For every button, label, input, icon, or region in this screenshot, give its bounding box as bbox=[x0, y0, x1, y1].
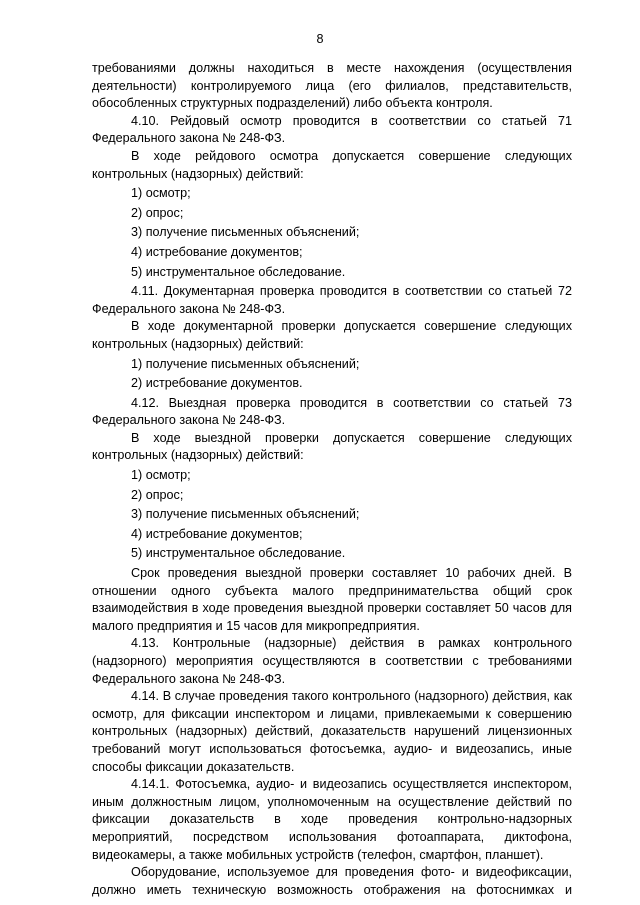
paragraph-4-10: 4.10. Рейдовый осмотр проводится в соответствии со статьей 71 Федерального закона № 248-ФЗ. bbox=[92, 113, 572, 146]
list-item: 1) осмотр; bbox=[131, 186, 191, 201]
list-item: 5) инструментальное обследование. bbox=[131, 546, 346, 561]
list-item: 5) инструментальное обследование. bbox=[131, 264, 346, 279]
paragraph: Оборудование, используемое для проведения фото- и видеофиксации, должно иметь техническую возможность отображения на фотоснимках и bbox=[92, 865, 572, 897]
list-item: 4) истребование документов; bbox=[131, 244, 303, 259]
paragraph: В ходе выездной проверки допускается совершение следующих контрольных (надзорных) действий: bbox=[92, 430, 572, 463]
paragraph-4-14-1: 4.14.1. Фотосъемка, аудио- и видеозапись осуществляется инспектором, иным должностным лицом, уполномоченным на осуществление действий по фиксации доказательств в ходе проведения контрольно-надзорных мероприятий, посредством использования фотоаппарата, диктофона, видеокамеры, а также мобильных устройств (телефон, смартфон, планшет). bbox=[92, 777, 572, 862]
paragraph-4-12: 4.12. Выездная проверка проводится в соответствии со статьей 73 Федерального закона № 248-ФЗ. bbox=[92, 395, 572, 428]
list-item: 4) истребование документов; bbox=[131, 526, 303, 541]
paragraph: В ходе рейдового осмотра допускается совершение следующих контрольных (надзорных) действий: bbox=[92, 148, 572, 181]
document-body bbox=[92, 60, 572, 899]
list-item: 2) истребование документов. bbox=[131, 376, 303, 391]
paragraph: требованиями должны находиться в месте нахождения (осуществления деятельности) контролируемого лица (его филиалов, представительств, обособленных структурных подразделений) либо объекта контроля. bbox=[92, 61, 572, 111]
paragraph: Срок проведения выездной проверки составляет 10 рабочих дней. В отношении одного субъекта малого предпринимательства общий срок взаимодействия в ходе проведения выездной проверки составляет 50 часов для малого предприятия и 15 часов для микропредприятия. bbox=[92, 566, 572, 633]
paragraph-4-14: 4.14. В случае проведения такого контрольного (надзорного) действия, как осмотр, для фиксации инспектором и лицами, привлекаемыми к совершению контрольных (надзорных) действий, доказательств нарушений лицензионных требований могут использоваться фотосъемка, аудио- и видеозапись, иные способы фиксации доказательств. bbox=[92, 689, 572, 774]
list-item: 2) опрос; bbox=[131, 205, 184, 220]
list-item: 3) получение письменных объяснений; bbox=[131, 225, 360, 240]
paragraph-4-13: 4.13. Контрольные (надзорные) действия в рамках контрольного (надзорного) мероприятия осуществляются в соответствии с требованиями Федерального закона № 248-ФЗ. bbox=[92, 636, 572, 686]
paragraph: В ходе документарной проверки допускается совершение следующих контрольных (надзорных) действий: bbox=[92, 319, 572, 351]
paragraph-4-11: 4.11. Документарная проверка проводится в соответствии со статьей 72 Федерального закона № 248-ФЗ. bbox=[92, 284, 572, 316]
list-item: 2) опрос; bbox=[131, 487, 184, 502]
list-item: 3) получение письменных объяснений; bbox=[131, 507, 360, 522]
list-item: 1) получение письменных объяснений; bbox=[131, 356, 360, 371]
page-number: 8 bbox=[316, 32, 324, 46]
list-item: 1) осмотр; bbox=[131, 468, 191, 483]
